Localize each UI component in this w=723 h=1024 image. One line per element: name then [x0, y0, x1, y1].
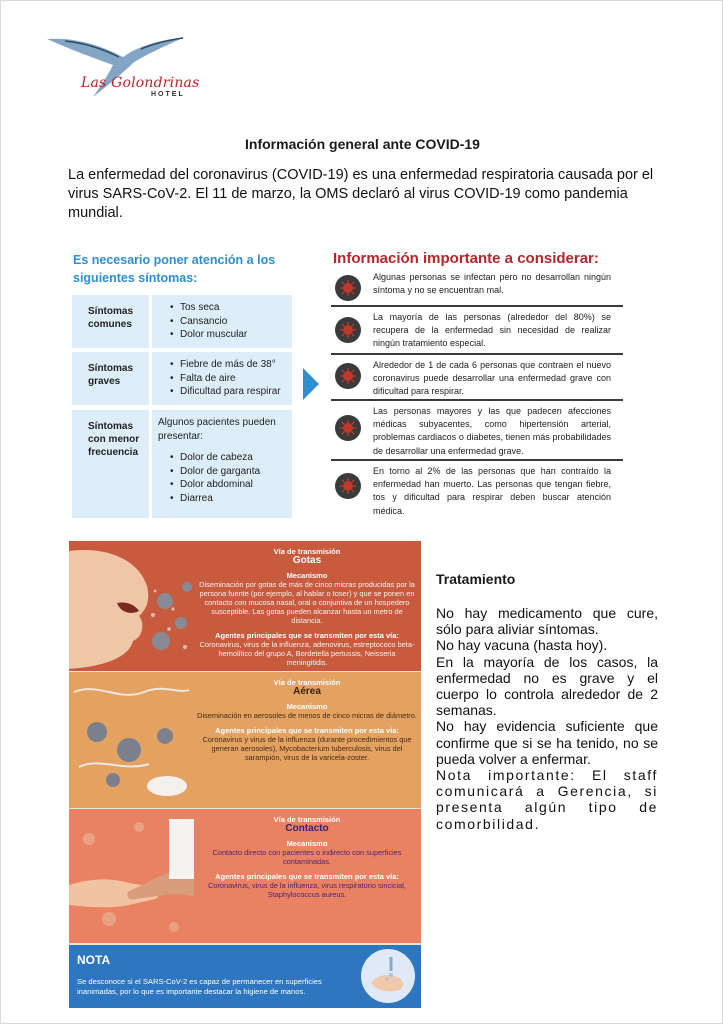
symptom-item: • Falta de aire: [158, 372, 286, 386]
logo-subtitle: HOTEL: [151, 91, 185, 98]
mechanism-text: Diseminación en aerosoles de menos de cinco micras de diámetro.: [197, 711, 417, 720]
treatment-paragraph: No hay vacuna (hasta hoy).: [436, 637, 608, 654]
via-name: Contacto: [285, 823, 329, 834]
via-label: Vía de transmisión: [273, 547, 341, 556]
symptom-item: • Diarrea: [158, 492, 286, 506]
info-item: [331, 309, 623, 355]
symptoms-label: Síntomas con menor frecuencia: [72, 410, 149, 518]
treatment-paragraph: No hay evidencia suficiente que confirme que si se ha tenido, no se pueda volver a enfermar.: [436, 718, 658, 767]
nota-text: Se desconoce si el SARS-CoV-2 es capaz de permanecer en superficies inanimadas, por lo que es importante destacar la higiene de manos.: [77, 977, 322, 996]
symptoms-row-less-frequent: [72, 410, 292, 518]
info-text: En torno al 2% de las personas que han contraído la enfermedad han muerto. Las personas que tengan fiebre, tos y dificultad para respirar deben buscar atención médica.: [373, 466, 611, 516]
virus-icon: [335, 363, 361, 389]
info-item: [331, 271, 623, 307]
symptom-item: • Fiebre de más de 38°: [158, 358, 286, 372]
transmission-contacto: [69, 809, 421, 943]
virus-icon: [335, 415, 361, 441]
treatment-heading: Tratamiento: [436, 571, 516, 587]
info-heading: Información importante a considerar:: [333, 250, 599, 267]
info-text: La mayoría de las personas (alrededor del 80%) se recupera de la enfermedad sin necesidad de realizar ningún tratamiento especial.: [373, 312, 611, 349]
treatment-paragraph: No hay medicamento que cure, sólo para aliviar síntomas.: [436, 605, 658, 638]
handwashing-icon: [361, 949, 415, 1003]
symptoms-label: Síntomas comunes: [72, 295, 149, 348]
nota-title: NOTA: [77, 953, 111, 967]
handshake-icon: [69, 809, 194, 943]
via-name: Gotas: [292, 555, 322, 566]
aerosol-virus-icon: [69, 672, 194, 808]
agents-title: Agentes principales que se transmiten por esta vía:: [215, 631, 399, 640]
face-coughing-icon: [69, 541, 199, 671]
agents-title: Agentes principales que se transmiten por esta vía:: [215, 872, 399, 881]
agents-title: Agentes principales que se transmiten por esta vía:: [215, 726, 399, 735]
symptom-item: • Dolor de garganta: [158, 465, 286, 479]
via-name: Aérea: [293, 686, 321, 697]
info-item: [331, 403, 623, 461]
symptom-item: • Cansancio: [158, 315, 286, 329]
nota-box: [69, 945, 421, 1008]
symptom-item: • Dolor muscular: [158, 328, 286, 342]
virus-icon: [335, 275, 361, 301]
symptoms-row-common: [72, 295, 292, 348]
transmission-infographic: [69, 541, 421, 1008]
info-item: [331, 357, 623, 401]
symptom-item: • Dificultad para respirar: [158, 385, 286, 399]
symptom-item: • Tos seca: [158, 301, 286, 315]
transmission-aerea: [69, 672, 421, 808]
transmission-gotas: [69, 541, 421, 671]
agents-text: Coronavirus y virus de la influenza (durante procedimientos que generan aerosoles), Mycobacterium tuberculosis, virus del sarampión, virus de la varicela-zoster.: [202, 735, 412, 762]
mechanism-text: Diseminación por gotas de más de cinco micras producidas por la persona fuente (por ejemplo, al hablar o toser) y que se ponen en contacto con mucosa nasal, oral o conjuntiva de un hospedero susceptible. Las gotas pueden alcanzar hasta un metro de distancia.: [199, 580, 415, 625]
symptom-item: • Dolor abdominal: [158, 478, 286, 492]
symptom-item: • Dolor de cabeza: [158, 451, 286, 465]
via-label: Vía de transmisión: [273, 678, 341, 687]
info-text: Las personas mayores y las que padecen afecciones médicas subyacentes, como hipertensión arterial, problemas cardiacos o diabetes, tienen más probabilidades de desarrollar una enfermedad grave.: [373, 406, 611, 456]
treatment-paragraph: En la mayoría de los casos, la enfermedad no es grave y el cuerpo lo controla alrededor de 2 semanas.: [436, 653, 658, 719]
mechanism-title: Mecanismo: [286, 702, 328, 711]
info-text: Alrededor de 1 de cada 6 personas que contraen el nuevo coronavirus puede desarrollar una enfermedad grave con dificultad para respirar.: [373, 360, 611, 397]
treatment-note: Nota importante: El staff comunicará a Gerencia, si presenta algún tipo de comorbilidad.: [436, 767, 658, 832]
mechanism-title: Mecanismo: [286, 839, 328, 848]
logo-name: Las Golondrinas: [81, 75, 200, 91]
info-text: Algunas personas se infectan pero no desarrollan ningún síntoma y no se encuentran mal.: [373, 272, 611, 296]
virus-icon: [335, 473, 361, 499]
mechanism-text: Contacto directo con pacientes o indirecto con superficies contaminadas.: [212, 848, 402, 866]
page-title: Información general ante COVID-19: [245, 136, 480, 152]
intro-paragraph: La enfermedad del coronavirus (COVID-19) es una enfermedad respiratoria causada por el virus SARS-CoV-2. El 11 de marzo, la OMS declaró al virus COVID-19 como pandemia mundial.: [68, 167, 654, 221]
symptoms-heading: Es necesario poner atención a los siguientes síntomas:: [73, 253, 276, 285]
agents-text: Coronavirus, virus de la influenza, virus respiratorio sincicial, Staphylococcus aureus.: [208, 881, 406, 899]
symptoms-row-severe: [72, 352, 292, 405]
via-label: Vía de transmisión: [273, 815, 341, 824]
arrow-right-icon: [301, 364, 321, 404]
symptoms-intro: Algunos pacientes pueden presentar:: [158, 417, 276, 442]
treatment-body: [436, 605, 658, 832]
agents-text: Coronavirus, virus de la influenza, adenovirus, estreptococo beta-hemolítico del grupo A, Bordetella pertussis, Neisseria meningitidis.: [199, 640, 415, 667]
mechanism-title: Mecanismo: [286, 571, 328, 580]
virus-icon: [335, 317, 361, 343]
symptoms-label: Síntomas graves: [72, 352, 149, 405]
info-item: [331, 463, 623, 521]
